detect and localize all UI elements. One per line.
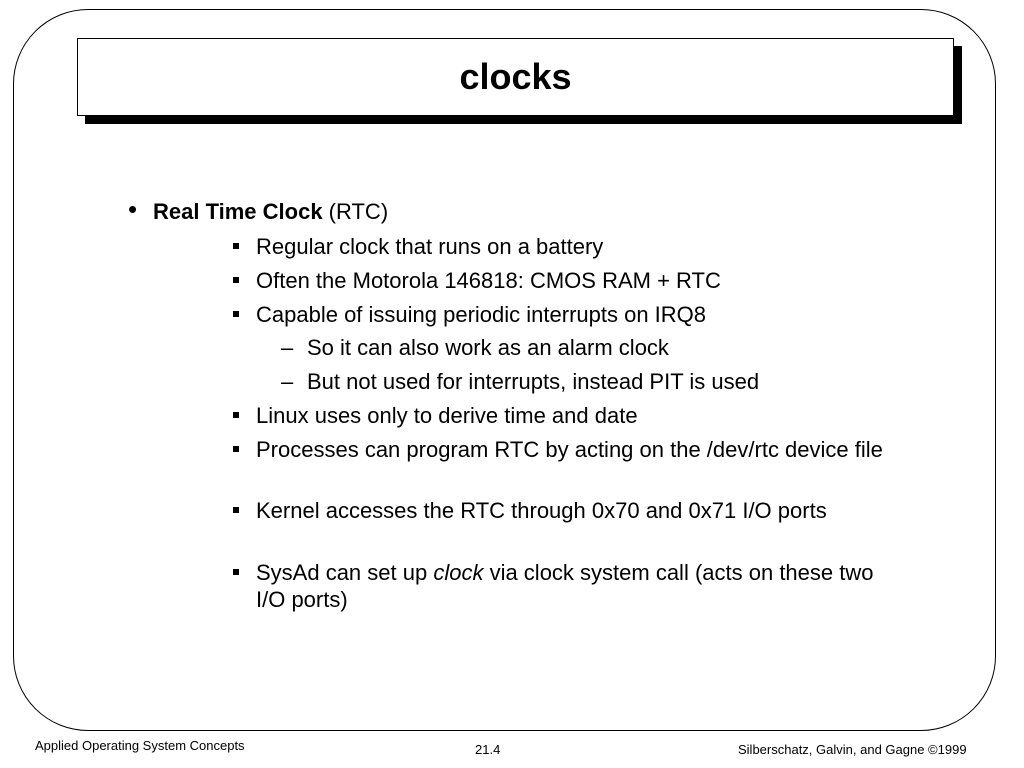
sub-list-item-text: So it can also work as an alarm clock	[307, 335, 669, 360]
square-bullet-icon	[233, 243, 239, 249]
list-item	[256, 436, 896, 463]
list-item-text: Regular clock that runs on a battery	[256, 234, 604, 259]
square-bullet-icon	[233, 569, 239, 575]
footer-right: Silberschatz, Galvin, and Gagne ©1999	[738, 742, 967, 757]
list-item-text: Often the Motorola 146818: CMOS RAM + RTC	[256, 268, 721, 293]
list-item-text: Processes can program RTC by acting on the /dev/rtc device file	[256, 437, 883, 462]
square-bullet-icon	[233, 277, 239, 283]
list-item	[256, 233, 896, 260]
list-item	[256, 267, 896, 294]
dash-bullet-icon: –	[281, 335, 294, 360]
list-item	[256, 559, 896, 613]
list-item	[256, 497, 896, 524]
main-bullet-bold: Real Time Clock	[153, 199, 323, 224]
bullet-dot-icon: •	[128, 194, 138, 224]
list-item	[256, 402, 896, 429]
slide-title: clocks	[459, 56, 572, 97]
square-bullet-icon	[233, 412, 239, 418]
list-item-text-em: clock	[433, 560, 484, 585]
footer-page-number: 21.4	[475, 742, 501, 757]
title-box	[77, 38, 954, 116]
sub-list-item	[281, 335, 907, 361]
list-item-text: Kernel accesses the RTC through 0x70 and 0x71 I/O ports	[256, 498, 827, 523]
main-bullet	[128, 194, 389, 225]
square-bullet-icon	[233, 446, 239, 452]
list-item	[256, 301, 896, 328]
main-bullet-rest: (RTC)	[322, 199, 389, 224]
list-item-text-pre: SysAd can set up	[256, 560, 434, 585]
list-item-text-post: via clock system call (acts on these two I/O ports)	[256, 560, 874, 612]
square-bullet-icon	[233, 507, 239, 513]
sub-list-item-text: But not used for interrupts, instead PIT is used	[307, 369, 760, 394]
list-item-text: Capable of issuing periodic interrupts on IRQ8	[256, 302, 707, 327]
square-bullet-icon	[233, 311, 239, 317]
dash-bullet-icon: –	[281, 369, 294, 394]
sub-list-item	[281, 369, 907, 395]
list-item-text: Linux uses only to derive time and date	[256, 403, 638, 428]
footer-left: Applied Operating System Concepts	[35, 738, 245, 753]
